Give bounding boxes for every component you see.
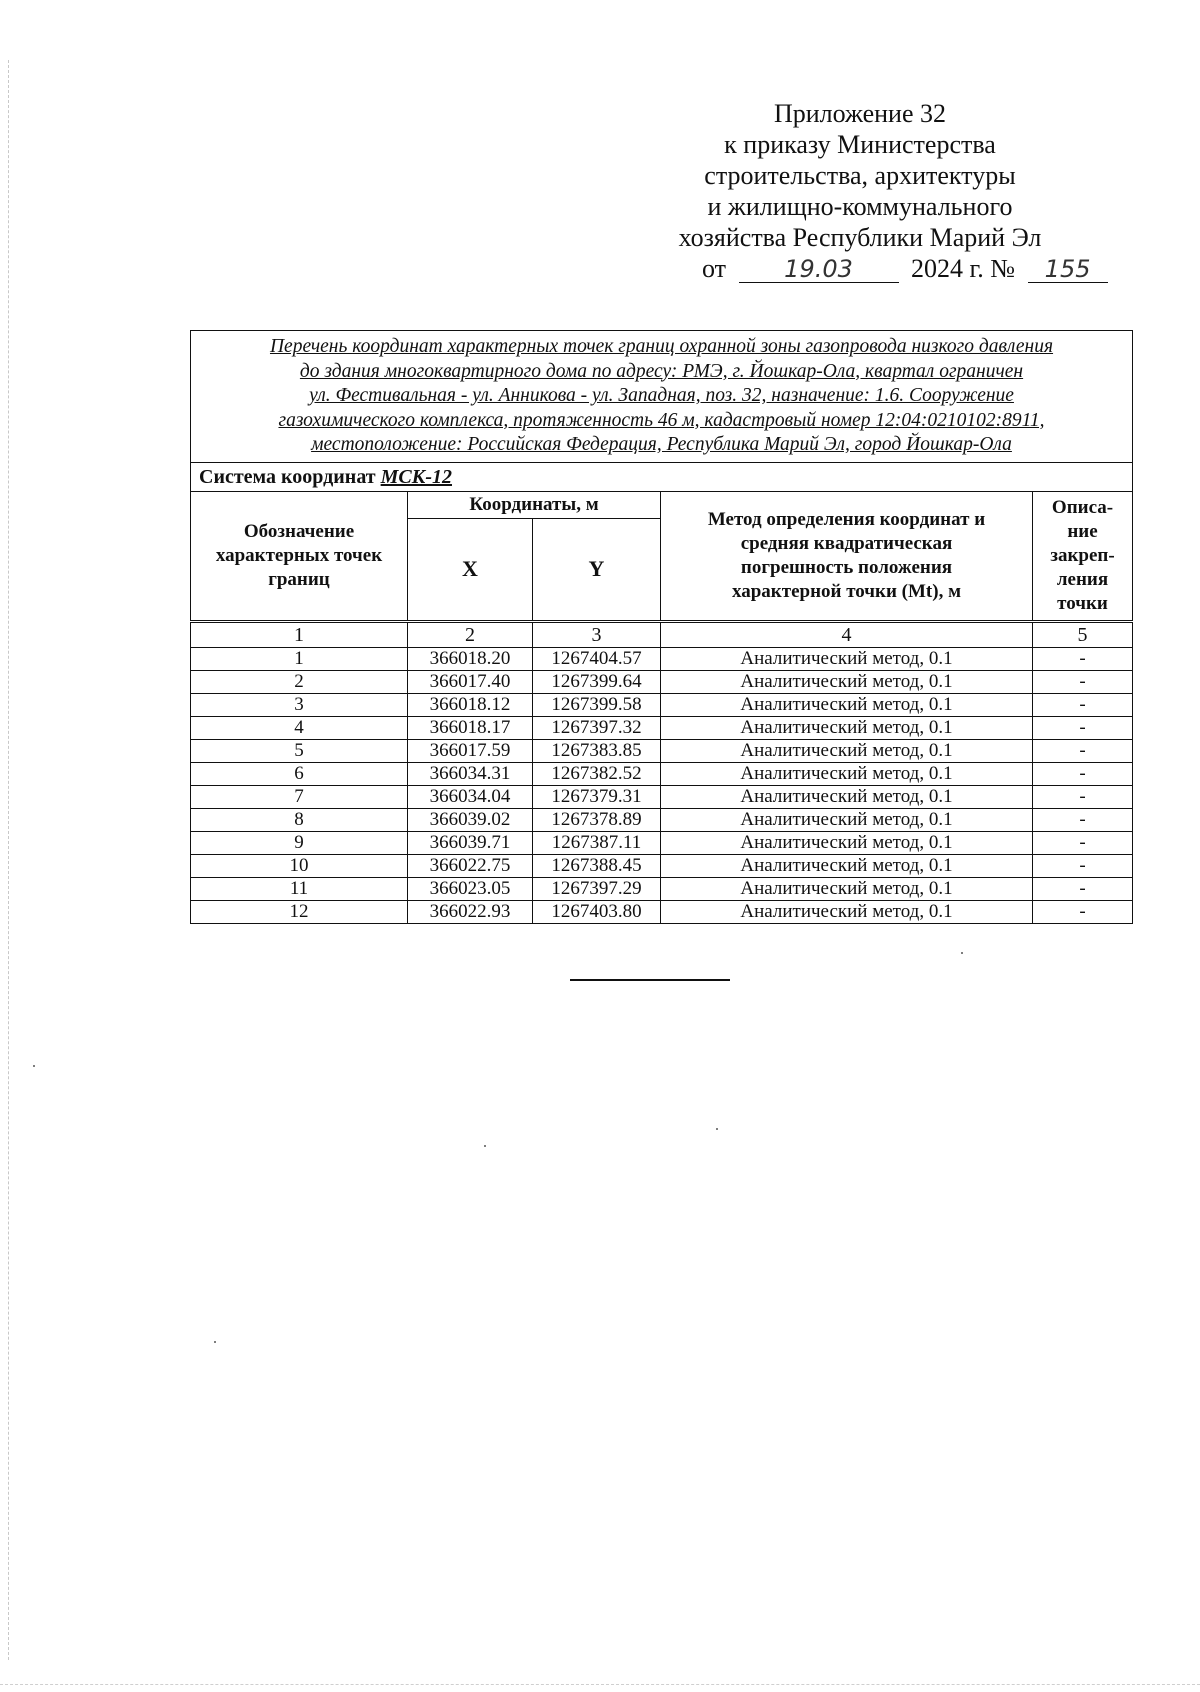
appendix-line-3: строительства, архитектуры (704, 161, 1016, 190)
coord-y: 1267387.11 (533, 831, 661, 854)
fixing-description: - (1033, 900, 1133, 923)
column-number-1: 1 (191, 621, 408, 647)
table-row (191, 739, 1133, 762)
header-description-line-4: ления (1056, 568, 1109, 590)
method: Аналитический метод, 0.1 (661, 854, 1033, 877)
header-x: X (408, 519, 533, 621)
header-description-line-2: ние (1067, 520, 1098, 542)
appendix-header (640, 98, 1091, 284)
coord-y: 1267388.45 (533, 854, 661, 877)
header-point: Обозначение характерных точек границ (191, 491, 408, 621)
column-number-2: 2 (408, 621, 533, 647)
table-row (191, 785, 1133, 808)
caption-line-2: до здания многоквартирного дома по адресу: РМЭ, г. Йошкар-Ола, квартал ограничен (299, 360, 1024, 382)
coord-y: 1267397.32 (533, 716, 661, 739)
table-row (191, 854, 1133, 877)
method: Аналитический метод, 0.1 (661, 762, 1033, 785)
appendix-line-2: к приказу Министерства (724, 130, 996, 159)
date-prefix: от (702, 254, 727, 283)
fixing-description: - (1033, 670, 1133, 693)
column-number-5: 5 (1033, 621, 1133, 647)
fixing-description: - (1033, 739, 1133, 762)
point-number: 1 (191, 647, 408, 670)
caption-line-1: Перечень координат характерных точек границ охранной зоны газопровода низкого давления (269, 336, 1054, 357)
caption-line-4: газохимического комплекса, протяженность 46 м, кадастровый номер 12:04:0210102:8911, (278, 409, 1045, 431)
coord-y: 1267378.89 (533, 808, 661, 831)
appendix-line-1: Приложение 32 (773, 99, 947, 128)
point-number: 3 (191, 693, 408, 716)
fixing-description: - (1033, 693, 1133, 716)
header-method: Метод определения координат и средняя квадратическая погрешность положения характерной точки (Mt), м (661, 491, 1033, 621)
point-number: 8 (191, 808, 408, 831)
method: Аналитический метод, 0.1 (661, 670, 1033, 693)
coord-x: 366017.59 (408, 739, 533, 762)
coord-y: 1267399.64 (533, 670, 661, 693)
appendix-line-5: хозяйства Республики Марий Эл (678, 223, 1042, 252)
fixing-description: - (1033, 762, 1133, 785)
fixing-description: - (1033, 808, 1133, 831)
coordinate-system-label: Система координат (199, 465, 376, 488)
scan-speck (961, 952, 963, 954)
table-row (191, 762, 1133, 785)
coord-y: 1267403.80 (533, 900, 661, 923)
appendix-line-4: и жилищно-коммунального (707, 192, 1013, 221)
handwritten-order-number: 155 (1028, 256, 1108, 283)
coordinate-system-row (191, 462, 1133, 491)
method: Аналитический метод, 0.1 (661, 693, 1033, 716)
fixing-description: - (1033, 831, 1133, 854)
table-caption (191, 331, 1133, 463)
header-description-line-5: точки (1057, 592, 1108, 614)
scan-speck (214, 1341, 216, 1343)
method: Аналитический метод, 0.1 (661, 647, 1033, 670)
point-number: 12 (191, 900, 408, 923)
handwritten-date: 19.03 (739, 256, 899, 283)
coord-x: 366018.17 (408, 716, 533, 739)
coord-x: 366018.12 (408, 693, 533, 716)
point-number: 7 (191, 785, 408, 808)
fixing-description: - (1033, 716, 1133, 739)
coord-x: 366022.75 (408, 854, 533, 877)
header-description-line-3: закреп- (1050, 544, 1115, 566)
fixing-description: - (1033, 877, 1133, 900)
table-row (191, 831, 1133, 854)
scan-edge-left (8, 60, 10, 1660)
scan-edge-bottom (0, 1684, 1200, 1686)
method: Аналитический метод, 0.1 (661, 716, 1033, 739)
coord-x: 366034.31 (408, 762, 533, 785)
column-number-row (191, 621, 1133, 647)
caption-line-3: ул. Фестивальная - ул. Анникова - ул. Западная, поз. 32, назначение: 1.6. Сооружение (309, 385, 1014, 406)
scan-speck (33, 1065, 35, 1067)
point-number: 9 (191, 831, 408, 854)
table-row (191, 877, 1133, 900)
coord-y: 1267404.57 (533, 647, 661, 670)
method: Аналитический метод, 0.1 (661, 739, 1033, 762)
column-number-3: 3 (533, 621, 661, 647)
coord-y: 1267379.31 (533, 785, 661, 808)
caption-line-5: местоположение: Российская Федерация, Республика Марий Эл, город Йошкар-Ола (311, 434, 1012, 455)
fixing-description: - (1033, 647, 1133, 670)
table-row (191, 693, 1133, 716)
end-of-document-line (570, 979, 730, 981)
method: Аналитический метод, 0.1 (661, 900, 1033, 923)
fixing-description: - (1033, 854, 1133, 877)
coord-x: 366018.20 (408, 647, 533, 670)
point-number: 6 (191, 762, 408, 785)
table-row (191, 716, 1133, 739)
header-y: Y (533, 519, 661, 621)
method: Аналитический метод, 0.1 (661, 877, 1033, 900)
coord-x: 366034.04 (408, 785, 533, 808)
point-number: 10 (191, 854, 408, 877)
column-number-4: 4 (661, 621, 1033, 647)
coordinates-table (190, 330, 1133, 924)
point-number: 4 (191, 716, 408, 739)
table-row (191, 808, 1133, 831)
table-row (191, 900, 1133, 923)
coord-y: 1267382.52 (533, 762, 661, 785)
coord-y: 1267399.58 (533, 693, 661, 716)
method: Аналитический метод, 0.1 (661, 785, 1033, 808)
header-coordinates: Координаты, м (408, 491, 661, 519)
coord-x: 366017.40 (408, 670, 533, 693)
order-year-number-label: 2024 г. № (911, 254, 1016, 283)
order-date-line (640, 253, 1091, 284)
point-number: 5 (191, 739, 408, 762)
coordinates-table-container (190, 330, 1132, 924)
coord-x: 366023.05 (408, 877, 533, 900)
header-description (1033, 491, 1133, 621)
coord-x: 366039.02 (408, 808, 533, 831)
table-row (191, 647, 1133, 670)
coord-x: 366022.93 (408, 900, 533, 923)
method: Аналитический метод, 0.1 (661, 831, 1033, 854)
table-row (191, 670, 1133, 693)
coord-y: 1267383.85 (533, 739, 661, 762)
scan-speck (716, 1128, 718, 1130)
coordinate-system-value: МСК-12 (380, 465, 452, 488)
coord-x: 366039.71 (408, 831, 533, 854)
fixing-description: - (1033, 785, 1133, 808)
scan-speck (484, 1145, 486, 1147)
method: Аналитический метод, 0.1 (661, 808, 1033, 831)
coord-y: 1267397.29 (533, 877, 661, 900)
point-number: 2 (191, 670, 408, 693)
header-description-line-1: Описа- (1051, 496, 1114, 518)
point-number: 11 (191, 877, 408, 900)
